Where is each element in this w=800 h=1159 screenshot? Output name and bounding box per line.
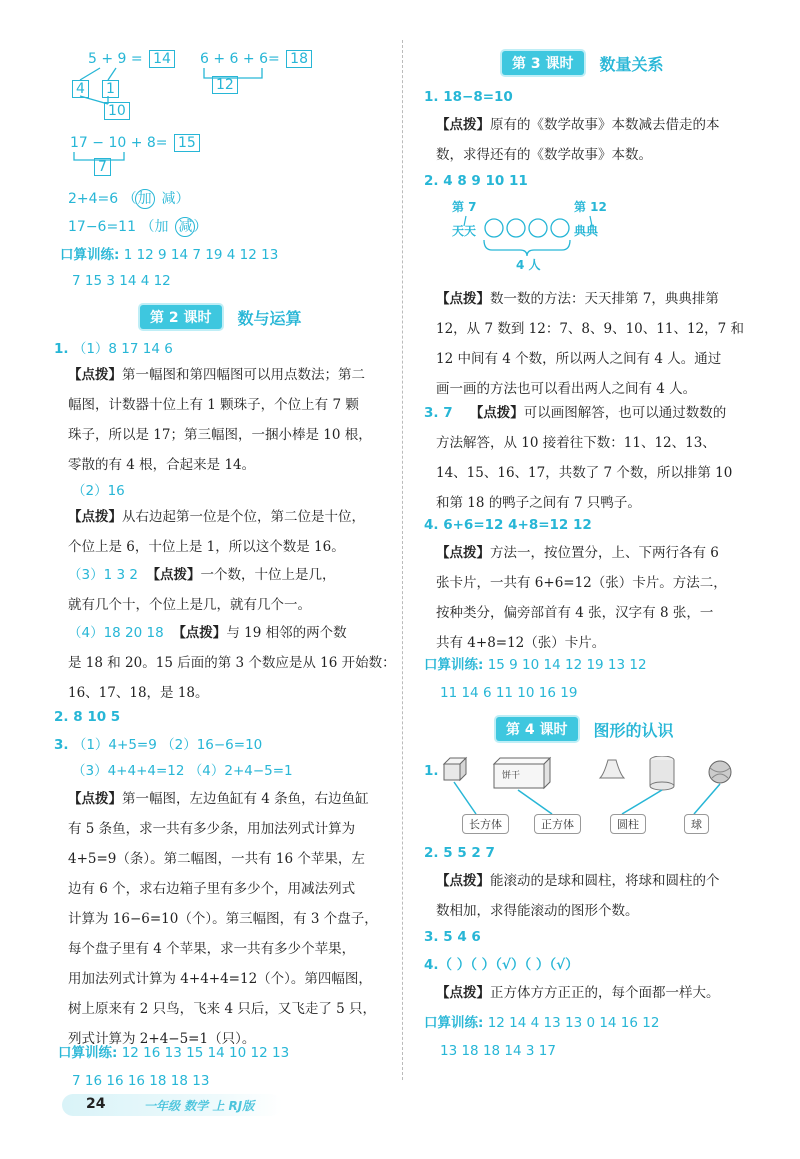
choice-1-text: 2+4=6 （ bbox=[68, 191, 137, 207]
lesson-3-pill: 第 3 课时 bbox=[502, 51, 584, 75]
q3-tip-line3: 4+5=9（条）。第二幅图，一共有 16 个苹果，左 bbox=[68, 851, 365, 867]
q1-tip1-line1: 第一幅图和第四幅图可以用点数法；第二 bbox=[122, 367, 365, 383]
r-q2-tip bbox=[436, 284, 766, 404]
queue-right-top-label: 第 12 bbox=[574, 200, 607, 214]
oral-training-1-row2-line bbox=[72, 270, 171, 292]
q3-tip-line1: 第一幅图，左边鱼缸有 4 条鱼，右边鱼缸 bbox=[122, 791, 369, 807]
tip-tag: 【点拨】 bbox=[172, 625, 227, 641]
equation-3-text: 17 − 10 + 8= bbox=[70, 135, 168, 151]
r-q2-tip-line3: 12 中间有 4 个数，所以两人之间有 4 人。通过 bbox=[436, 351, 722, 367]
queue-left-top-label: 第 7 bbox=[452, 200, 477, 214]
choice-2-end: ） bbox=[193, 219, 208, 235]
equation-1-answer: 14 bbox=[149, 50, 175, 68]
tip-tag: 【点拨】 bbox=[436, 985, 490, 1001]
r-q2-tip-line2: 12，从 7 数到 12：7、8、9、10、11、12，7 和 bbox=[436, 321, 745, 337]
q1-tip-2 bbox=[68, 502, 398, 562]
s4-tip-text: 正方体方方正正的，每个面都一样大。 bbox=[490, 985, 720, 1001]
r-oral-training-2-row2: 13 18 18 14 3 17 bbox=[440, 1043, 556, 1059]
tip-tag: 【点拨】 bbox=[436, 873, 490, 889]
choice-1-other: 减） bbox=[161, 191, 190, 207]
equation-1-part-a bbox=[70, 80, 89, 98]
r-q2-tip-line4: 画一画的方法也可以看出两人之间有 4 人。 bbox=[436, 381, 697, 397]
equation-3-bracket bbox=[70, 150, 160, 170]
r-oral-training-1-label: 口算训练: bbox=[424, 657, 484, 673]
r-oral-training-1 bbox=[424, 654, 647, 676]
shapes-matching bbox=[440, 756, 760, 840]
q1-tip3-line2: 就有几个十，个位上是几，就有几个一。 bbox=[68, 597, 311, 613]
q1-answer bbox=[54, 338, 173, 360]
q1-tip4-line1: 与 19 相邻的两个数 bbox=[226, 625, 347, 641]
q3-answer-line1: （1）4+5=9 （2）16−6=10 bbox=[72, 737, 263, 753]
q1-part4 bbox=[68, 618, 408, 708]
r-q4-tip bbox=[436, 538, 766, 658]
q3-tip-line8: 树上原来有 2 只鸟，飞来 4 只后，又飞走了 5 只， bbox=[68, 1001, 377, 1017]
r-q2-answer: 2. 4 8 9 10 11 bbox=[424, 173, 528, 189]
oral-training-2-row1: 12 16 13 15 14 10 12 13 bbox=[121, 1045, 290, 1061]
equation-1-part-b bbox=[100, 80, 119, 98]
r-oral-training-1-row2: 11 14 6 11 10 16 19 bbox=[440, 685, 578, 701]
queue-left-bottom-label: 天天 bbox=[452, 224, 477, 238]
r-q1-tip-line2: 数，求得还有的《数学故事》本数。 bbox=[436, 147, 652, 163]
tip-tag: 【点拨】 bbox=[68, 791, 122, 807]
q1-tip-1 bbox=[68, 360, 398, 480]
q3-tip-line5: 计算为 16−6=10（个）。第三幅图，有 3 个盘子， bbox=[68, 911, 378, 927]
r-q1-tip bbox=[436, 110, 766, 170]
q3-answers bbox=[54, 734, 262, 756]
q1-tip4-line2: 是 18 和 20。15 后面的第 3 个数应是从 16 开始数： bbox=[68, 655, 396, 671]
page-footer bbox=[62, 1094, 282, 1116]
r-q1-answer: 1. 18−8=10 bbox=[424, 89, 513, 105]
r-oral-training-2-row1: 12 14 4 13 13 0 14 16 12 bbox=[487, 1015, 660, 1031]
choice-1-circled: 加 bbox=[135, 189, 155, 209]
equation-2-part-box: 12 bbox=[212, 76, 238, 94]
lesson-3-title: 数量关系 bbox=[599, 54, 664, 74]
q1-tip1-line2: 幅图，计数器十位上有 1 颗珠子，个位上有 7 颗 bbox=[68, 397, 359, 413]
q3-tip-line9: 列式计算为 2+4−5=1（只）。 bbox=[68, 1031, 256, 1047]
q3-tip-line7: 用加法列式计算为 4+4+4=12（个）。第四幅图， bbox=[68, 971, 372, 987]
q2-answer: 2. 8 10 5 bbox=[54, 709, 121, 725]
q3-tip-line2: 有 5 条鱼，求一共有多少条，用加法列式计算为 bbox=[68, 821, 356, 837]
tip-tag: 【点拨】 bbox=[436, 545, 490, 561]
equation-2-answer: 18 bbox=[286, 50, 312, 68]
r-oral-training-1-row1: 15 9 10 14 12 19 13 12 bbox=[487, 657, 647, 673]
tip-tag: 【点拨】 bbox=[469, 405, 524, 421]
q1-part4-answer: （4）18 20 18 bbox=[68, 625, 164, 641]
r-q4-tip-line3: 按种类分，偏旁部首有 4 张，汉字有 8 张，一 bbox=[436, 605, 714, 621]
r-q4-tip-line1: 方法一，按位置分，上、下两行各有 6 bbox=[490, 545, 719, 561]
s2-tip-line1: 能滚动的是球和圆柱，将球和圆柱的个 bbox=[490, 873, 720, 889]
equation-2-part bbox=[210, 76, 238, 94]
oral-training-1 bbox=[60, 244, 278, 266]
q1-tip2-line1: 从右边起第一位是个位，第二位是十位， bbox=[122, 509, 365, 525]
s1-number: 1. bbox=[424, 763, 439, 779]
q1-tip1-line4: 零散的有 4 根，合起来是 14。 bbox=[68, 457, 256, 473]
lesson-2-header bbox=[140, 304, 302, 330]
lesson-4-pill: 第 4 课时 bbox=[496, 717, 578, 741]
s3-answer: 3. 5 4 6 bbox=[424, 929, 481, 945]
r-q3-tip-line3: 14、15、16、17，共数了 7 个数，所以排第 10 bbox=[436, 465, 733, 481]
s2-tip-line2: 数相加，求得能滚动的图形个数。 bbox=[436, 903, 639, 919]
oral-training-2-row2: 7 16 16 16 18 18 13 bbox=[72, 1073, 210, 1089]
oral-training-2 bbox=[58, 1042, 289, 1064]
queue-diagram bbox=[448, 196, 648, 276]
r-oral-training-2 bbox=[424, 1012, 659, 1034]
tip-tag: 【点拨】 bbox=[68, 367, 122, 383]
part-b-box: 1 bbox=[102, 80, 119, 98]
oral-training-1-row1: 1 12 9 14 7 19 4 12 13 bbox=[123, 247, 279, 263]
choice-1 bbox=[68, 188, 190, 209]
choice-2 bbox=[68, 216, 207, 237]
shape-label-cube: 正方体 bbox=[534, 814, 581, 834]
shape-label-cuboid: 长方体 bbox=[462, 814, 509, 834]
q3-tip-line4: 边有 6 个，求右边箱子里有多少个，用减法列式 bbox=[68, 881, 356, 897]
r-q3-answer: 3. 7 bbox=[424, 405, 453, 421]
equation-1-part-c bbox=[102, 102, 130, 120]
queue-circles bbox=[448, 214, 648, 274]
q1-tip3-line1: 一个数，十位上是几， bbox=[200, 567, 336, 583]
part-c-box: 10 bbox=[104, 102, 130, 120]
lesson-3-header bbox=[502, 50, 664, 76]
equation-1-text: 5 + 9 = bbox=[88, 51, 143, 67]
choice-2-circled: 减 bbox=[175, 217, 195, 237]
oral-training-2-label: 口算训练: bbox=[58, 1045, 118, 1061]
choice-2-text: 17−6=11 （加 bbox=[68, 219, 169, 235]
q3-tip-line6: 每个盘子里有 4 个苹果，求一共有多少个苹果， bbox=[68, 941, 356, 957]
ball-icon bbox=[709, 761, 731, 783]
bell-icon bbox=[600, 760, 624, 778]
equation-3-part-box: 7 bbox=[94, 158, 111, 176]
queue-count-label: 4 人 bbox=[516, 258, 541, 272]
s4-tip bbox=[436, 978, 766, 1008]
book-title: 一年级 数学 上 RJ版 bbox=[144, 1099, 255, 1113]
q1-tip2-line2: 个位上是 6，十位上是 1，所以这个数是 16。 bbox=[68, 539, 345, 555]
tip-tag: 【点拨】 bbox=[436, 117, 490, 133]
s2-tip bbox=[436, 866, 766, 926]
tip-tag: 【点拨】 bbox=[436, 291, 490, 307]
page-number: 24 bbox=[86, 1096, 106, 1112]
lesson-4-title: 图形的认识 bbox=[593, 720, 674, 740]
equation-3-answer: 15 bbox=[174, 134, 200, 152]
r-q4-tip-line4: 共有 4+8=12（张）卡片。 bbox=[436, 635, 606, 651]
q3-tip bbox=[68, 784, 408, 1054]
r-q3-tip-line1: 可以画图解答，也可以通过数数的 bbox=[523, 405, 727, 421]
oral-training-1-row2: 7 15 3 14 4 12 bbox=[72, 273, 171, 289]
q1-tip4-line3: 16、17、18，是 18。 bbox=[68, 685, 209, 701]
q1-number: 1. bbox=[54, 341, 69, 357]
q1-part3 bbox=[68, 560, 398, 620]
r-q2-tip-line1: 数一数的方法：天天排第 7，典典排第 bbox=[490, 291, 719, 307]
s2-answer: 2. 5 5 2 7 bbox=[424, 845, 495, 861]
q1-tip1-line3: 珠子，所以是 17；第三幅图，一捆小棒是 10 根， bbox=[68, 427, 372, 443]
lesson-2-pill: 第 2 课时 bbox=[140, 305, 222, 329]
tip-tag: 【点拨】 bbox=[68, 509, 122, 525]
oral-training-1-label: 口算训练: bbox=[60, 247, 120, 263]
part-a-box: 4 bbox=[72, 80, 89, 98]
biscuit-box-label: 饼干 bbox=[502, 771, 521, 781]
equation-2-text: 6 + 6 + 6= bbox=[200, 51, 280, 67]
q3-answer-line2: （3）4+4+4=12 （4）2+4−5=1 bbox=[72, 763, 293, 779]
q1-answer-text: （1）8 17 14 6 bbox=[72, 341, 173, 357]
q1-part3-answer: （3）1 3 2 bbox=[68, 567, 138, 583]
r-q3-tip-line2: 方法解答，从 10 接着往下数：11、12、13、 bbox=[436, 435, 716, 451]
shape-label-sphere: 球 bbox=[684, 814, 709, 834]
q3-number: 3. bbox=[54, 737, 69, 753]
cylinder-icon bbox=[650, 756, 674, 790]
r-q3-tip-line4: 和第 18 的鸭子之间有 7 只鸭子。 bbox=[436, 495, 641, 511]
r-q1-tip-line1: 原有的《数学故事》本数减去借走的本 bbox=[490, 117, 720, 133]
shape-label-cylinder: 圆柱 bbox=[610, 814, 646, 834]
r-q3 bbox=[424, 398, 764, 518]
r-oral-training-2-label: 口算训练: bbox=[424, 1015, 484, 1031]
r-q4-tip-line2: 张卡片，一共有 6+6=12（张）卡片。方法二， bbox=[436, 575, 727, 591]
r-q4-answer: 4. 6+6=12 4+8=12 12 bbox=[424, 517, 592, 533]
tip-tag: 【点拨】 bbox=[146, 567, 201, 583]
cube-icon bbox=[444, 758, 466, 780]
equation-3-part bbox=[92, 158, 111, 176]
s4-answer: 4.（ ）（ ）（√）（ ）（√） bbox=[424, 957, 579, 973]
lesson-4-header bbox=[496, 716, 674, 742]
lesson-2-title: 数与运算 bbox=[237, 308, 302, 328]
q1-part2: （2）16 bbox=[72, 483, 125, 499]
queue-right-bottom-label: 典典 bbox=[574, 224, 599, 238]
